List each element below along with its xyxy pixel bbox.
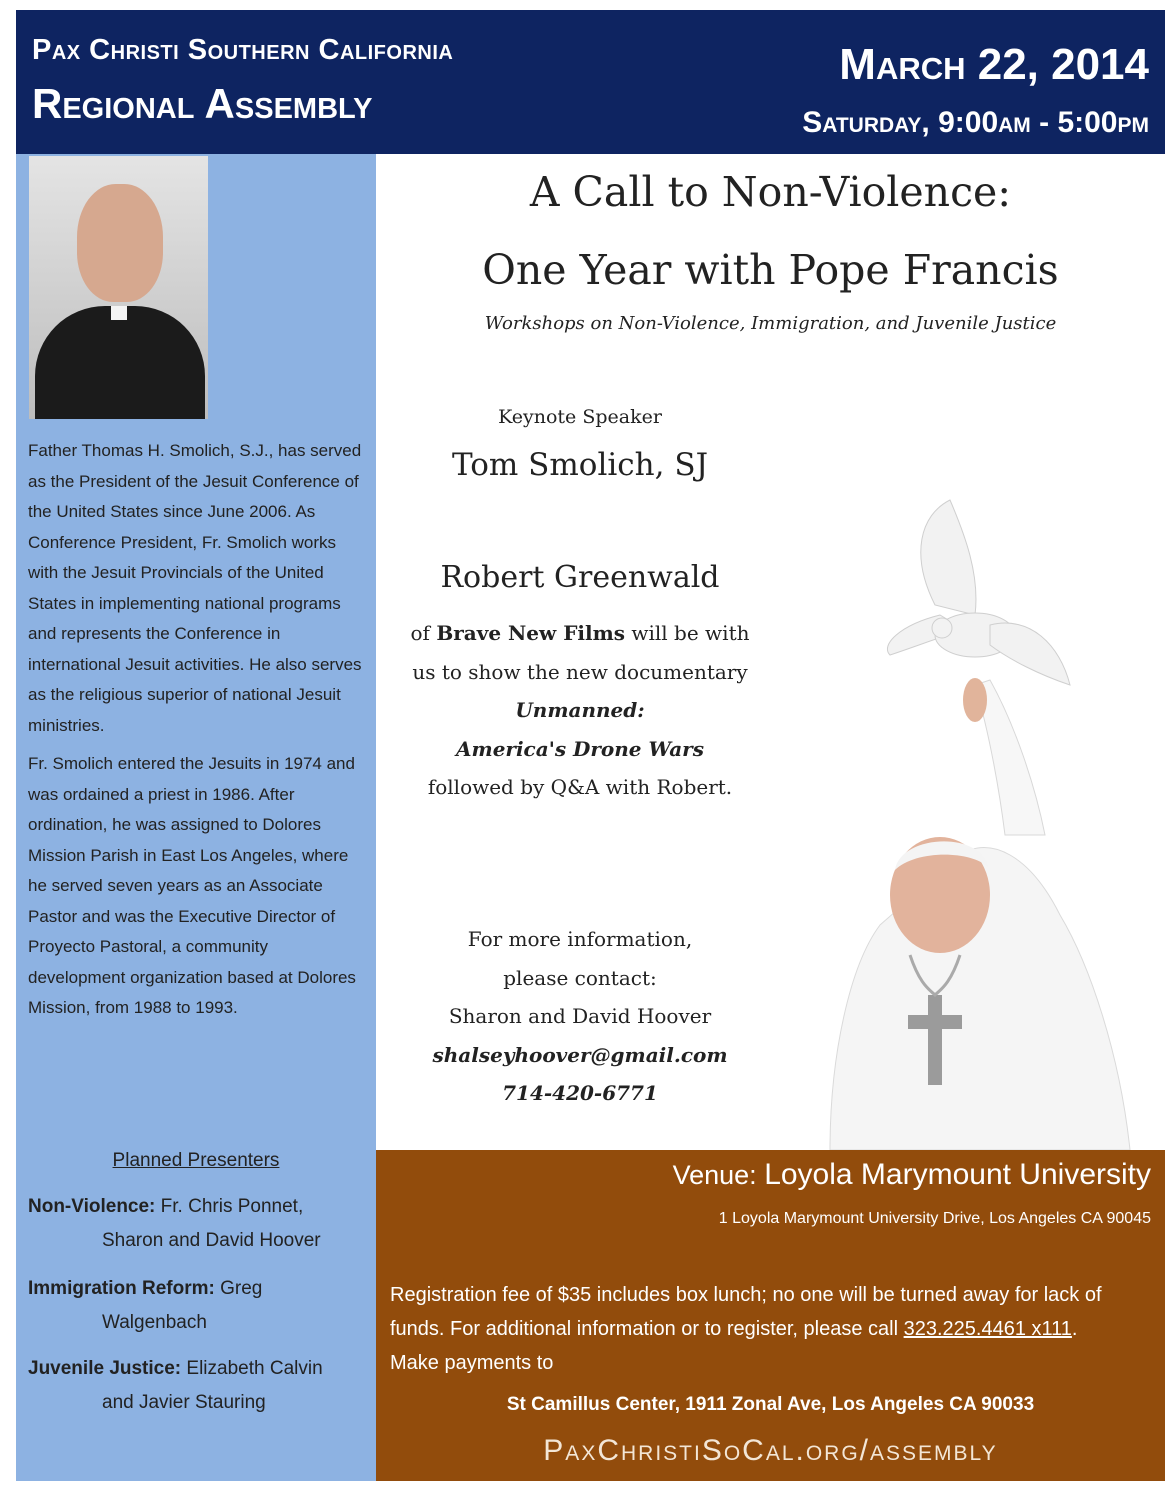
venue-panel <box>376 1150 1165 1481</box>
film-title-line1: Unmanned: <box>515 698 645 722</box>
contact-names: Sharon and David Hoover <box>448 1004 712 1028</box>
presenters-heading: Planned Presenters <box>112 1150 280 1171</box>
presenter-names: Elizabeth Calvin <box>181 1358 323 1379</box>
workshops-subtitle: Workshops on Non-Violence, Immigration, and Juvenile Justice <box>484 313 1057 334</box>
presenter-names: Greg <box>214 1278 263 1299</box>
bio-paragraph: Fr. Smolich entered the Jesuits in 1974 and was ordained a priest in 1986. After ordination, he was assigned to Dolores Mission Parish in East Los Angeles, where he served seven years as an Associate Pastor and was the Executive Director of Proyecto Pastoral, a community development organization based at Dolores Mission, from 1988 to 1993. <box>28 754 356 1017</box>
venue-name: Loyola Marymount University <box>764 1158 1151 1191</box>
presenter-names: Fr. Chris Ponnet, <box>155 1196 304 1217</box>
guest-line2: us to show the new documentary <box>412 659 748 684</box>
presenter-item <box>28 1352 368 1420</box>
pope-dove-photo <box>790 495 1165 1150</box>
event-time: Saturday, 9:00am - 5:00pm <box>802 106 1149 139</box>
registration-info <box>390 1278 1155 1380</box>
speaker-bio <box>28 436 368 1032</box>
organization-name: Pax Christi Southern California <box>32 34 454 66</box>
venue-address: 1 Loyola Marymount University Drive, Los Angeles CA 90045 <box>718 1210 1151 1227</box>
guest-org: Brave New Films <box>436 621 626 645</box>
presenter-item <box>28 1272 368 1340</box>
speaker-photo <box>29 156 208 419</box>
payee-address: St Camillus Center, 1911 Zonal Ave, Los Angeles CA 90033 <box>506 1394 1035 1415</box>
presenter-names-cont: Walgenbach <box>102 1312 207 1333</box>
guest-line1-rest: will be with <box>625 621 750 645</box>
guest-description <box>390 614 770 807</box>
presenter-names-cont: Sharon and David Hoover <box>102 1230 321 1251</box>
film-title-line2: America's Drone Wars <box>456 736 704 761</box>
contact-line1: For more information, <box>467 927 693 951</box>
keynote-name: Tom Smolich, SJ <box>451 447 708 483</box>
registration-text: Registration fee of $35 includes box lunch; no one will be turned away for lack of funds. For additional information or to register, please call <box>390 1284 1102 1340</box>
payments-label: Make payments to <box>390 1352 554 1374</box>
event-date: March 22, 2014 <box>839 40 1149 89</box>
guest-of: of <box>410 621 437 645</box>
sidebar <box>16 154 376 1481</box>
main-title-line2: One Year with Pope Francis <box>482 246 1059 294</box>
venue-heading <box>673 1158 1151 1192</box>
presenter-item <box>28 1190 368 1258</box>
presenter-topic: Juvenile Justice: <box>28 1358 182 1379</box>
guest-line3: followed by Q&A with Robert. <box>427 775 733 799</box>
keynote-label: Keynote Speaker <box>498 406 662 428</box>
bio-paragraph: Father Thomas H. Smolich, S.J., has served as the President of the Jesuit Conference of the United States since June 2006. As Conference President, Fr. Smolich works with the Jesuit Provincials of the United States in implementing national programs and represents the Conference in international Jesuit activities. He also serves as the religious superior of national Jesuit ministries. <box>28 441 362 735</box>
contact-phone: 714-420-6771 <box>502 1081 658 1105</box>
presenter-topic: Immigration Reform: <box>28 1278 215 1299</box>
contact-line2: please contact: <box>503 965 657 990</box>
presenter-names-cont: and Javier Stauring <box>102 1392 266 1413</box>
guest-name: Robert Greenwald <box>440 560 720 595</box>
registration-phone-link[interactable]: 323.225.4461 x111 <box>903 1318 1072 1340</box>
main-title-line1: A Call to Non-Violence: <box>529 168 1012 216</box>
website-url[interactable]: PaxChristiSoCal.org/assembly <box>543 1434 998 1467</box>
registration-text-end: . <box>1071 1318 1078 1340</box>
presenter-topic: Non-Violence: <box>28 1196 156 1217</box>
venue-label: Venue: <box>672 1160 765 1190</box>
contact-block <box>400 920 760 1113</box>
event-title: Regional Assembly <box>32 80 373 127</box>
contact-email[interactable]: shalseyhoover@gmail.com <box>432 1042 728 1067</box>
header-banner <box>16 10 1165 154</box>
